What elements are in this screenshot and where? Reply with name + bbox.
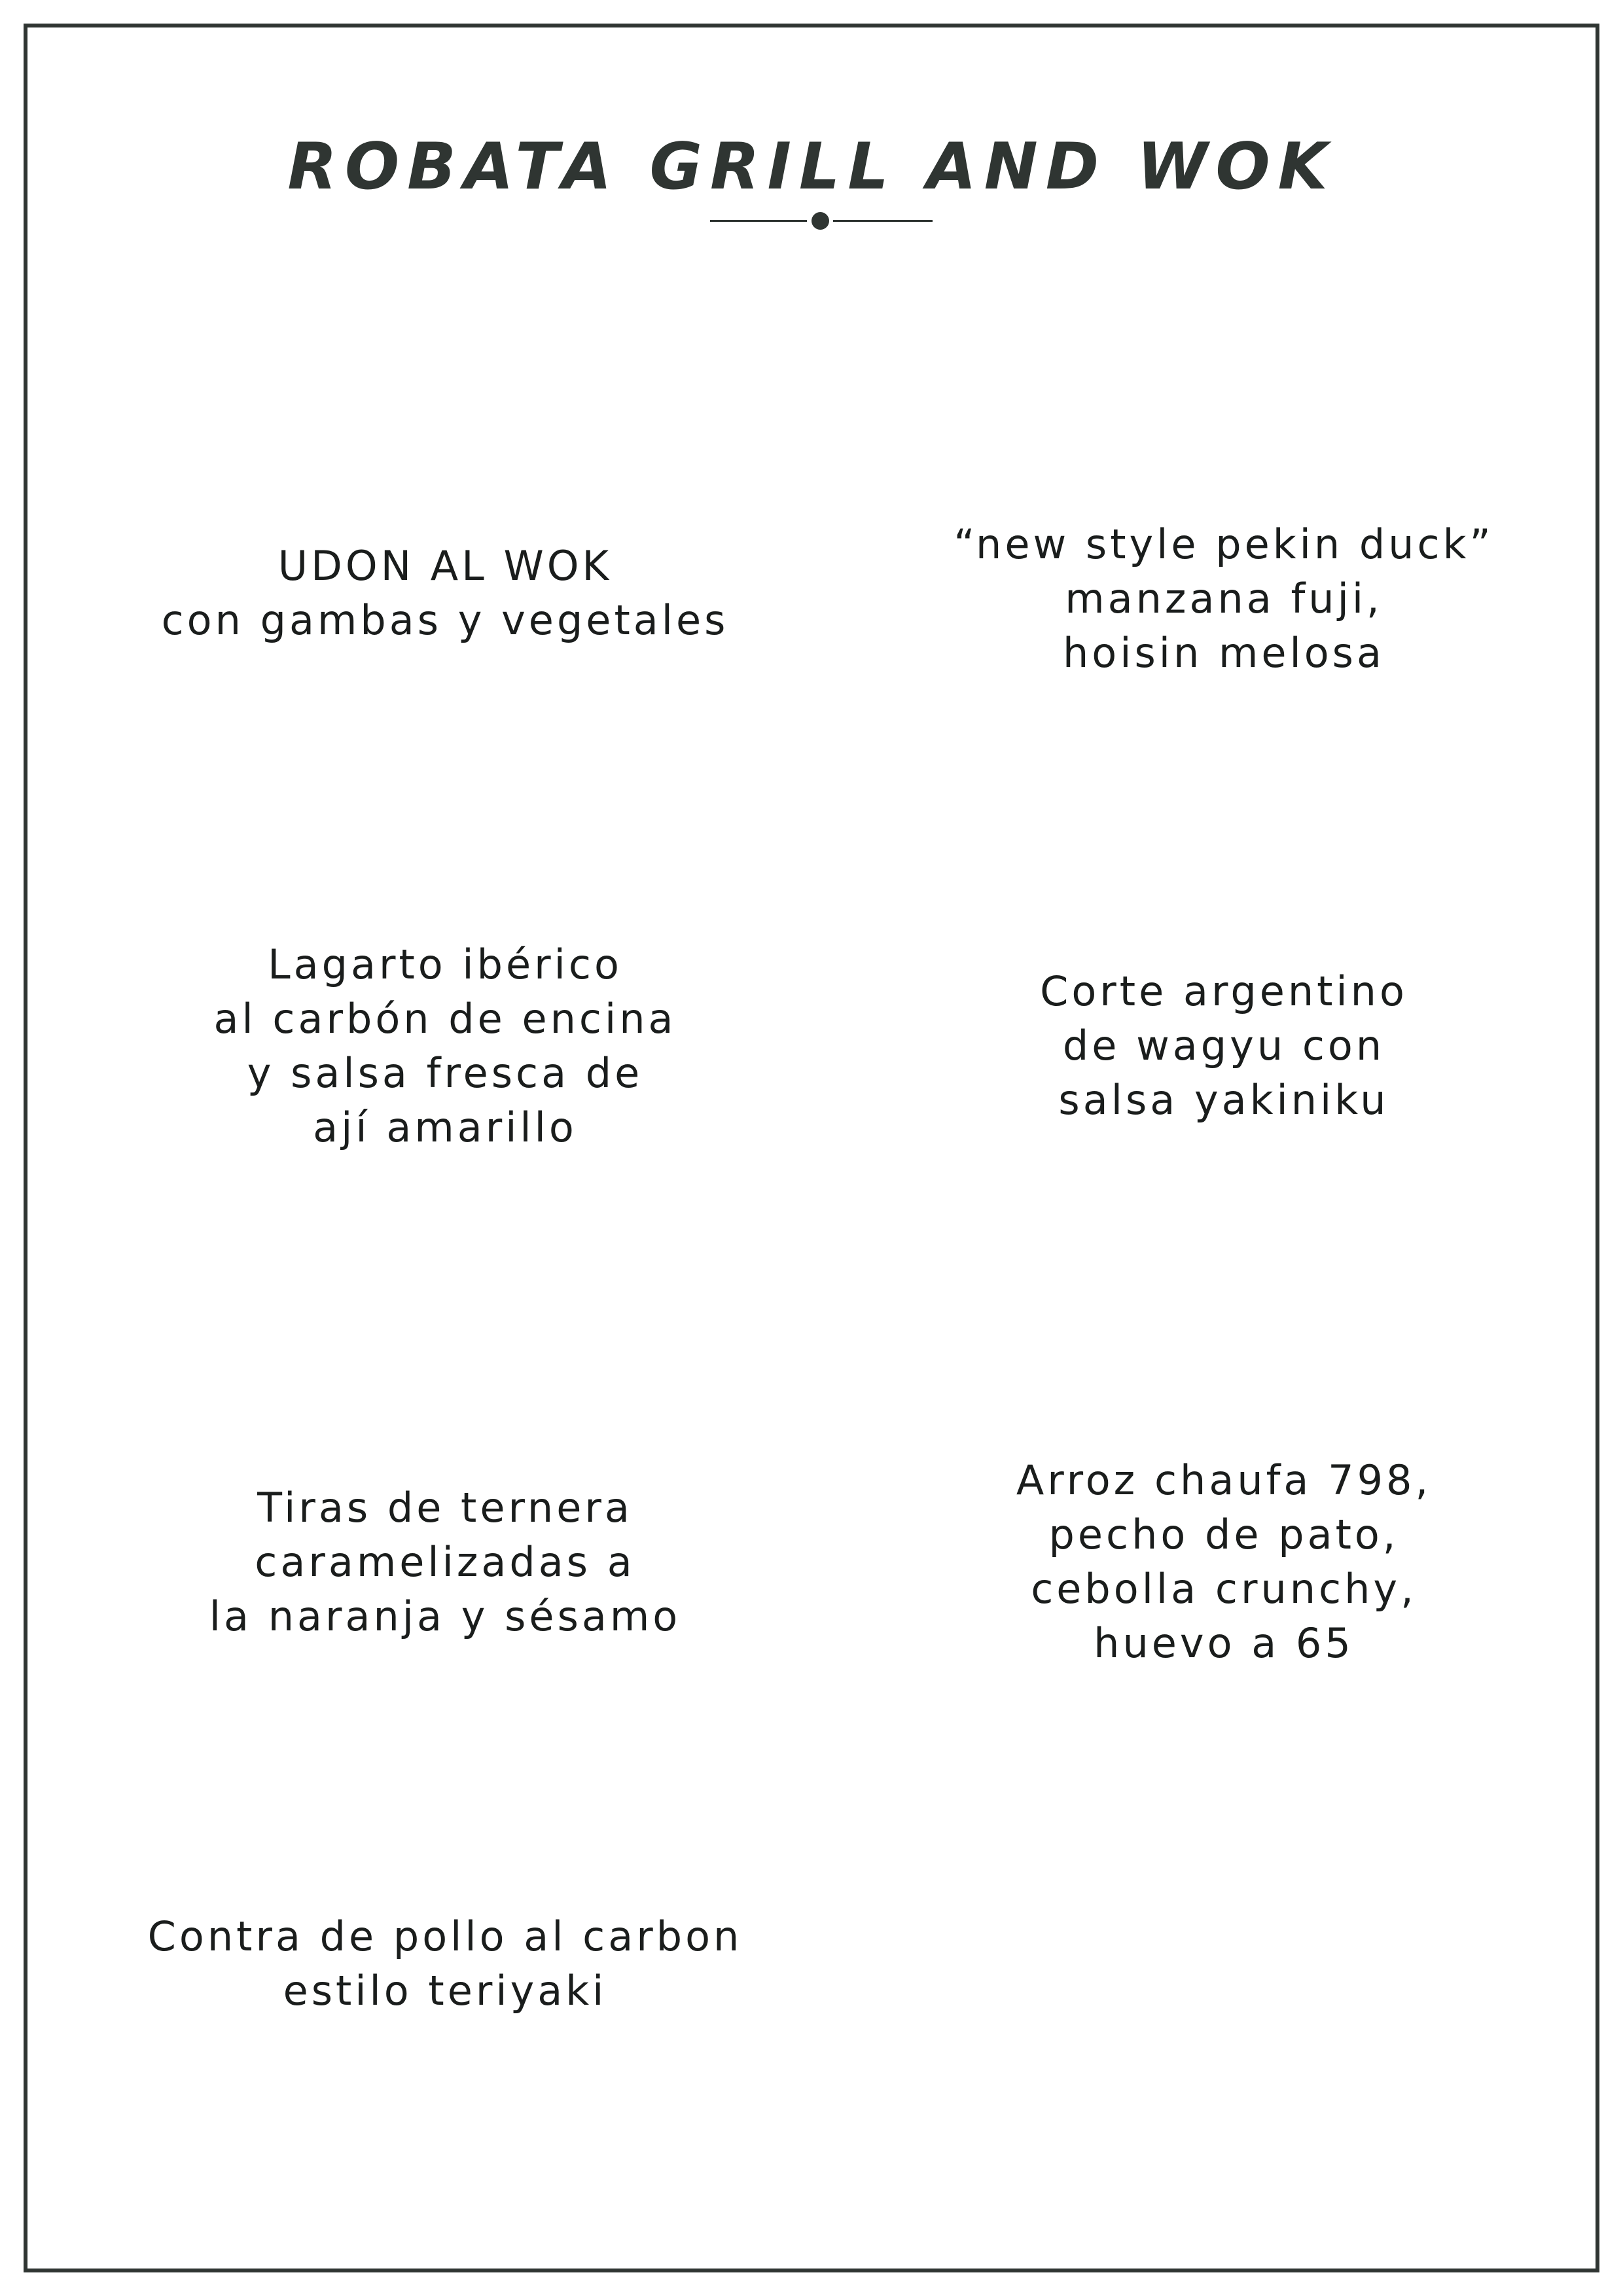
- divider-line-left: [710, 220, 807, 222]
- dish-line: cebolla crunchy,: [1031, 1565, 1417, 1613]
- dish-line: y salsa fresca de: [247, 1049, 643, 1097]
- dish-line: Lagarto ibérico: [268, 941, 622, 988]
- dish-lagarto-iberico: [118, 937, 772, 1155]
- dish-line: Contra de pollo al carbon: [147, 1912, 743, 1960]
- dish-line: ají amarillo: [313, 1103, 577, 1151]
- dish-line: manzana fuji,: [1065, 575, 1383, 622]
- dish-arroz-chaufa: [897, 1453, 1551, 1670]
- title-divider-ornament: [710, 211, 933, 230]
- dish-line: pecho de pato,: [1048, 1511, 1399, 1558]
- dish-pekin-duck: [897, 517, 1551, 680]
- dish-line: con gambas y vegetales: [161, 596, 729, 644]
- dish-line: hoisin melosa: [1063, 629, 1385, 677]
- dish-line: la naranja y sésamo: [209, 1592, 681, 1640]
- dish-contra-de-pollo: [118, 1909, 772, 2018]
- divider-dot: [812, 212, 829, 230]
- dish-line: Corte argentino: [1040, 967, 1408, 1015]
- divider-line-right: [833, 220, 933, 222]
- dish-line: caramelizadas a: [255, 1538, 635, 1586]
- dish-line: salsa yakiniku: [1058, 1076, 1389, 1124]
- dish-line: de wagyu con: [1062, 1022, 1385, 1069]
- dish-tiras-de-ternera: [118, 1480, 772, 1643]
- dish-line: al carbón de encina: [213, 995, 677, 1043]
- dish-udon-al-wok: [118, 539, 772, 647]
- dish-corte-argentino: [897, 964, 1551, 1127]
- dish-line: huevo a 65: [1094, 1619, 1354, 1667]
- dish-line: “new style pekin duck”: [954, 520, 1494, 568]
- dish-line: estilo teriyaki: [283, 1967, 607, 2015]
- dish-line: Arroz chaufa 798,: [1016, 1456, 1432, 1504]
- dish-line: UDON AL WOK: [277, 542, 613, 590]
- dish-line: Tiras de ternera: [257, 1484, 633, 1532]
- menu-title: ROBATA GRILL AND WOK: [287, 129, 1336, 204]
